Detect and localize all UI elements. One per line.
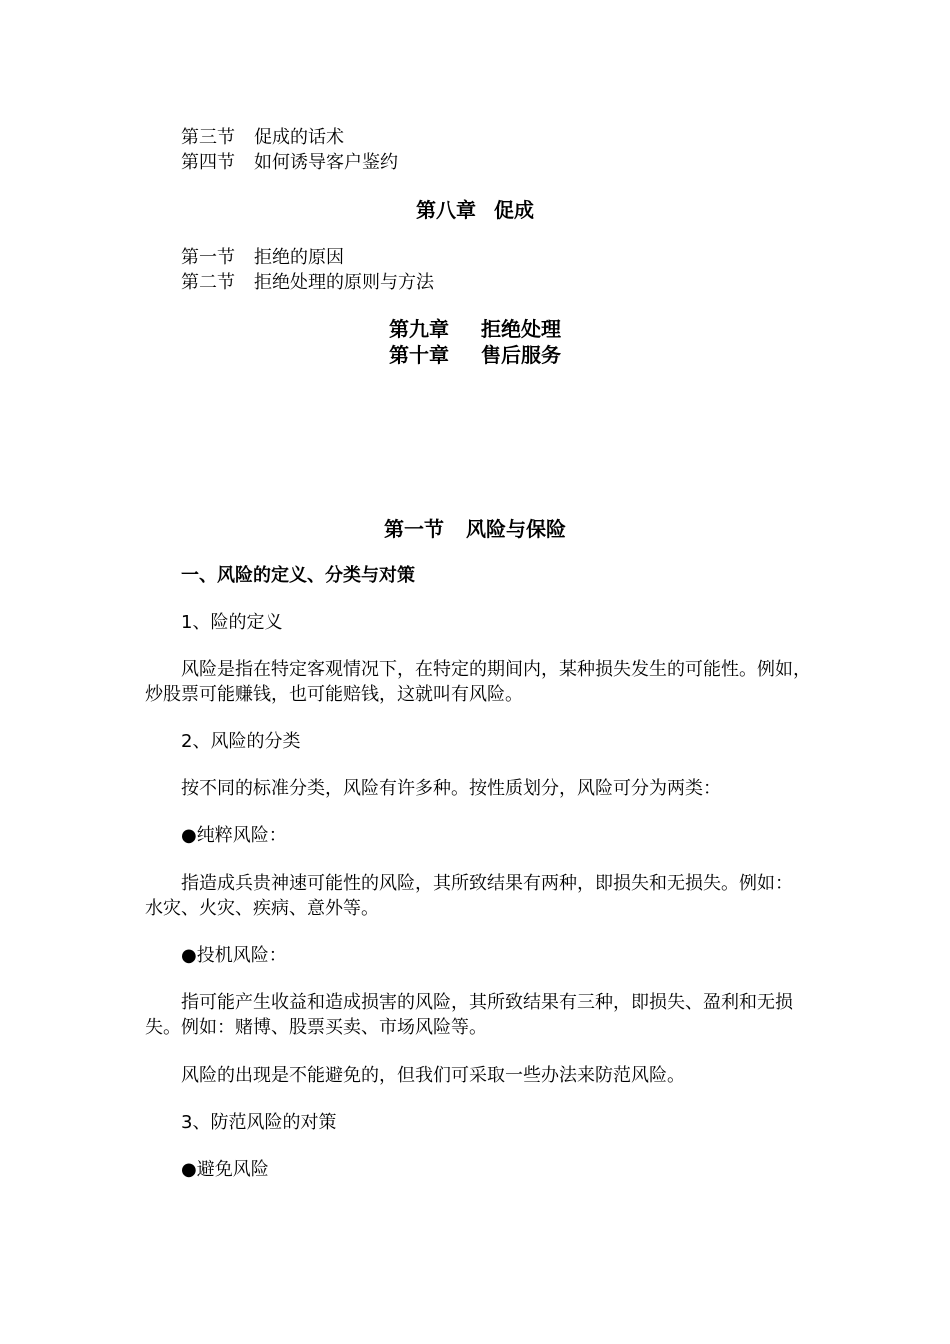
paragraph-3-line-2: 水灾、火灾、疾病、意外等。 (145, 898, 379, 919)
chapter-10-heading (0, 343, 950, 367)
paragraph-4-line-1: 指可能产生收益和造成损害的风险，其所致结果有三种，即损失、盈利和无损 (181, 992, 793, 1013)
chapter-number: 第八章 (416, 198, 476, 222)
chapter-title: 售后服务 (481, 343, 561, 367)
toc-entry-number: 第二节 (181, 272, 235, 293)
toc-entry-section-2 (181, 271, 434, 295)
chapter-9-heading (0, 317, 950, 341)
subheading-3: 3、防范风险的对策 (181, 1112, 337, 1133)
chapter-number: 第十章 (389, 343, 449, 367)
chapter-number: 第九章 (389, 317, 449, 341)
toc-entry-title: 拒绝的原因 (254, 247, 344, 268)
toc-entry-number: 第一节 (181, 247, 235, 268)
section-heading-text: 风险与保险 (466, 517, 566, 541)
section-number: 第一节 (384, 517, 444, 541)
paragraph-3-line-1: 指造成兵贵神速可能性的风险，其所致结果有两种，即损失和无损失。例如： (181, 873, 793, 894)
paragraph-4-line-2: 失。例如：赌博、股票买卖、市场风险等。 (145, 1017, 487, 1038)
toc-entry-section-1 (181, 246, 344, 270)
toc-entry-title: 促成的话术 (254, 127, 344, 148)
toc-entry-title: 拒绝处理的原则与方法 (254, 272, 434, 293)
bullet-pure-risk: ●纯粹风险： (181, 825, 287, 846)
subheading-2: 2、风险的分类 (181, 731, 301, 752)
bullet-avoid-risk: ●避免风险 (181, 1159, 269, 1180)
chapter-title: 促成 (494, 198, 534, 222)
toc-entry-title: 如何诱导客户鉴约 (254, 152, 398, 173)
section-title (0, 517, 950, 541)
paragraph-2: 按不同的标准分类，风险有许多种。按性质划分，风险可分为两类： (181, 778, 721, 799)
subheading-1: 1、险的定义 (181, 612, 283, 633)
toc-entry-section-3 (181, 126, 344, 150)
toc-entry-number: 第四节 (181, 152, 235, 173)
paragraph-5: 风险的出现是不能避免的，但我们可采取一些办法来防范风险。 (181, 1065, 685, 1086)
toc-entry-number: 第三节 (181, 127, 235, 148)
chapter-8-heading (0, 198, 950, 222)
heading-level-1: 一、风险的定义、分类与对策 (181, 565, 415, 586)
paragraph-1-line-1: 风险是指在特定客观情况下，在特定的期间内，某种损失发生的可能性。例如， (181, 659, 811, 680)
chapter-title: 拒绝处理 (481, 317, 561, 341)
toc-entry-section-4 (181, 151, 398, 175)
paragraph-1-line-2: 炒股票可能赚钱，也可能赔钱，这就叫有风险。 (145, 684, 523, 705)
bullet-speculative-risk: ●投机风险： (181, 945, 287, 966)
